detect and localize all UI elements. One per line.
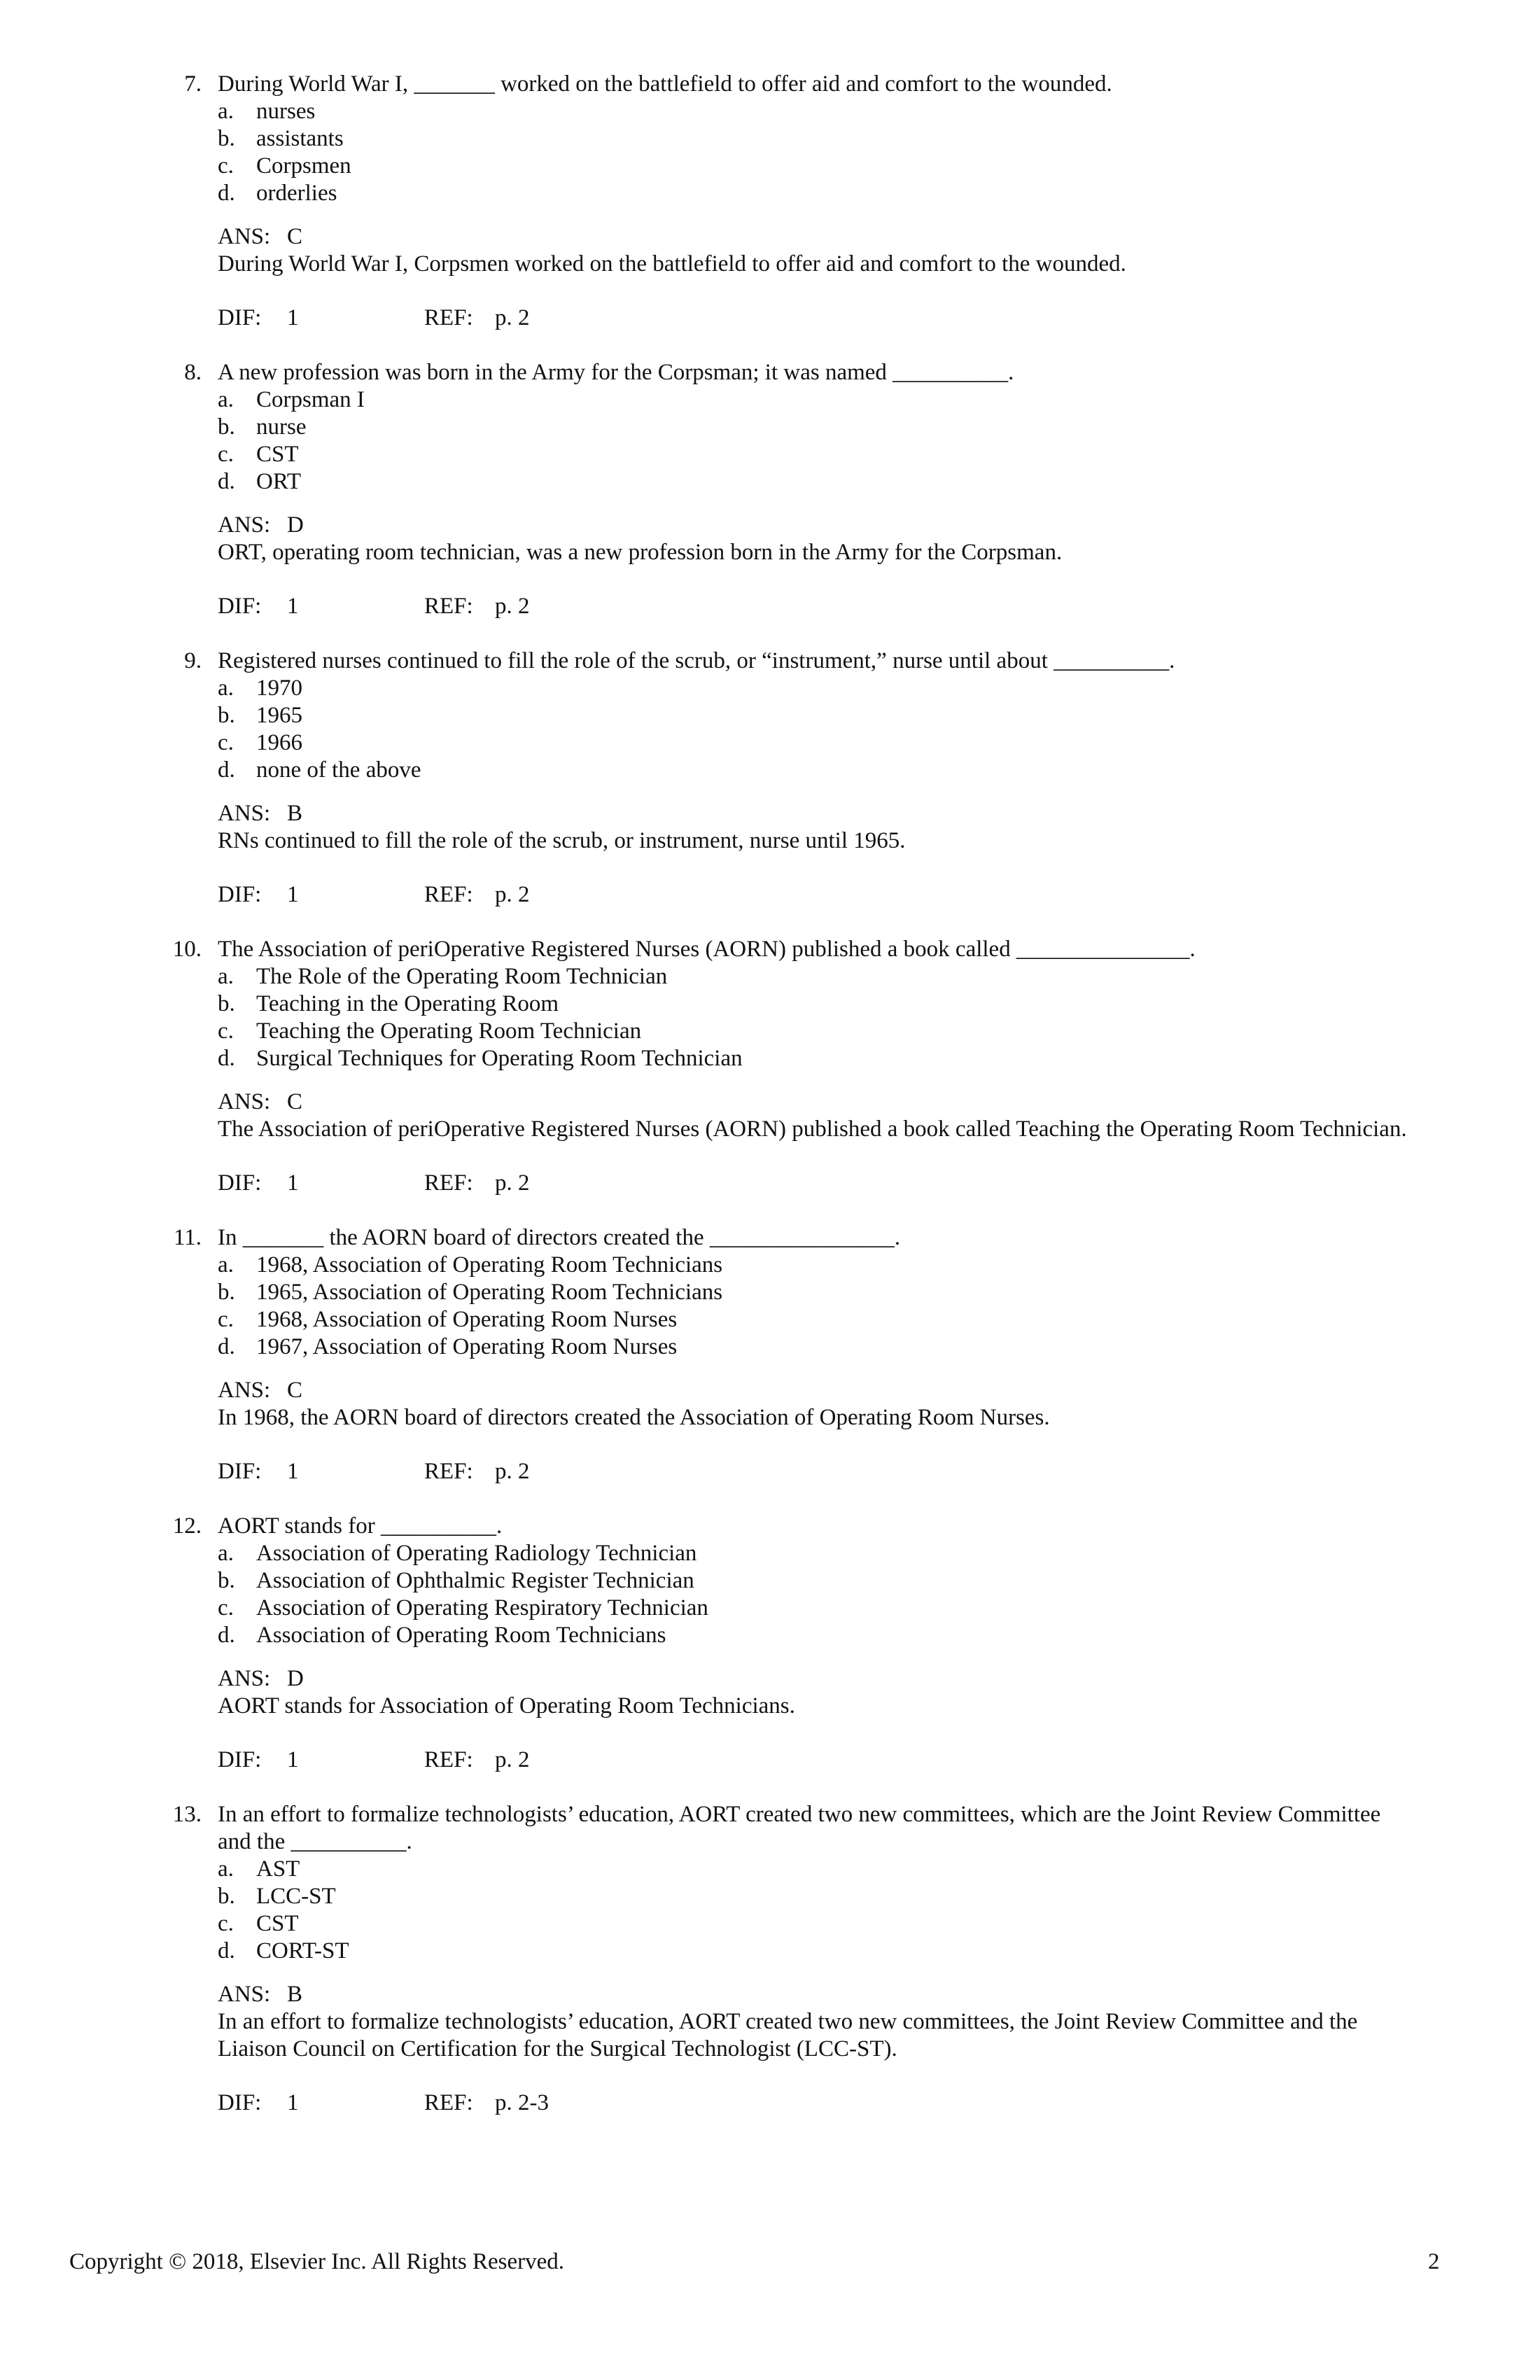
answer-value: C [287, 224, 303, 249]
option-text: orderlies [256, 181, 337, 206]
answer-option [0, 1306, 1540, 1334]
option-letter: d. [218, 181, 235, 206]
reference-label: REF: [424, 1747, 473, 1772]
answer-label: ANS: [218, 801, 271, 826]
option-text: nurses [256, 99, 316, 124]
answer-option [0, 1252, 1540, 1279]
option-text: 1965 [256, 703, 302, 728]
answer-option [0, 1334, 1540, 1361]
answer-option [0, 1938, 1540, 1965]
option-letter: a. [218, 99, 234, 124]
answer-value: D [287, 512, 304, 538]
answer-option [0, 702, 1540, 729]
question-item [0, 1801, 1540, 2117]
option-letter: a. [218, 964, 234, 989]
option-text: The Role of the Operating Room Technician [256, 964, 668, 989]
question-text: A new profession was born in the Army for the Corpsman; it was named __________. [218, 360, 1014, 385]
reference-label: REF: [424, 1170, 473, 1196]
answer-explanation [0, 2036, 1540, 2063]
difficulty-value: 1 [287, 882, 299, 907]
option-letter: b. [218, 1884, 235, 1909]
answer-option [0, 757, 1540, 784]
question-metadata [0, 1458, 1540, 1485]
question-stem-line [0, 71, 1540, 98]
answer-option [0, 729, 1540, 757]
answer-label: ANS: [218, 1089, 271, 1114]
option-text: Association of Ophthalmic Register Technician [256, 1568, 694, 1593]
answer-option [0, 1856, 1540, 1883]
answer-option [0, 1279, 1540, 1306]
answer-key [0, 223, 1540, 251]
question-text: In _______ the AORN board of directors created the ________________. [218, 1225, 901, 1250]
option-letter: a. [218, 676, 234, 701]
answer-key [0, 1981, 1540, 2008]
question-text: Registered nurses continued to fill the role of the scrub, or “instrument,” nurse until about __________. [218, 648, 1175, 673]
answer-option [0, 1567, 1540, 1595]
difficulty-label: DIF: [218, 1170, 262, 1196]
answer-value: C [287, 1378, 303, 1403]
answer-explanation [0, 251, 1540, 278]
difficulty-value: 1 [287, 1747, 299, 1772]
answer-explanation [0, 539, 1540, 566]
question-text: The Association of periOperative Registered Nurses (AORN) published a book called _______________. [218, 937, 1196, 962]
question-stem-line [0, 1828, 1540, 1856]
option-text: CST [256, 1911, 299, 1936]
question-text: AORT stands for __________. [218, 1513, 503, 1539]
question-metadata [0, 304, 1540, 332]
difficulty-label: DIF: [218, 594, 262, 619]
question-number: 11. [173, 1225, 202, 1250]
reference-value: p. 2-3 [495, 2090, 549, 2115]
option-letter: d. [218, 1938, 235, 1963]
answer-label: ANS: [218, 512, 271, 538]
question-text: and the __________. [218, 1829, 412, 1854]
option-letter: c. [218, 1307, 234, 1332]
option-text: AST [256, 1856, 300, 1882]
option-letter: c. [218, 1911, 234, 1936]
answer-option [0, 1910, 1540, 1938]
question-item [0, 359, 1540, 620]
page-footer [0, 2248, 1540, 2276]
explanation-text: In 1968, the AORN board of directors created the Association of Operating Room Nurses. [218, 1405, 1050, 1430]
option-letter: b. [218, 126, 235, 151]
option-letter: b. [218, 1568, 235, 1593]
option-letter: c. [218, 1595, 234, 1620]
option-letter: a. [218, 387, 234, 412]
answer-explanation [0, 2008, 1540, 2036]
option-text: Association of Operating Room Technicians [256, 1623, 666, 1648]
difficulty-label: DIF: [218, 2090, 262, 2115]
option-text: Corpsmen [256, 153, 351, 178]
option-letter: d. [218, 469, 235, 494]
question-stem-line [0, 359, 1540, 386]
option-text: 1965, Association of Operating Room Technicians [256, 1280, 723, 1305]
answer-option [0, 963, 1540, 990]
reference-value: p. 2 [495, 1170, 530, 1196]
answer-value: D [287, 1666, 304, 1691]
copyright-notice: Copyright © 2018, Elsevier Inc. All Rights Reserved. [69, 2249, 564, 2274]
question-metadata [0, 2090, 1540, 2117]
option-text: 1968, Association of Operating Room Technicians [256, 1252, 723, 1278]
option-letter: a. [218, 1856, 234, 1882]
option-letter: a. [218, 1541, 234, 1566]
question-stem-line [0, 1801, 1540, 1828]
question-number: 13. [172, 1802, 202, 1827]
difficulty-label: DIF: [218, 305, 262, 330]
answer-option [0, 153, 1540, 180]
answer-option [0, 1540, 1540, 1567]
option-letter: d. [218, 757, 235, 783]
question-item [0, 1513, 1540, 1774]
difficulty-value: 1 [287, 594, 299, 619]
option-letter: b. [218, 991, 235, 1016]
question-text: During World War I, _______ worked on the battlefield to offer aid and comfort to the wounded. [218, 71, 1112, 97]
option-text: 1966 [256, 730, 302, 755]
question-item [0, 1224, 1540, 1485]
question-stem-line [0, 648, 1540, 675]
option-text: CORT-ST [256, 1938, 349, 1963]
difficulty-label: DIF: [218, 1459, 262, 1484]
option-letter: d. [218, 1334, 235, 1359]
question-metadata [0, 881, 1540, 909]
difficulty-value: 1 [287, 1170, 299, 1196]
answer-option [0, 441, 1540, 468]
option-text: Corpsman I [256, 387, 365, 412]
option-letter: c. [218, 442, 234, 467]
option-letter: d. [218, 1046, 235, 1071]
option-text: Teaching the Operating Room Technician [256, 1018, 642, 1044]
question-item [0, 71, 1540, 332]
question-metadata [0, 1170, 1540, 1197]
option-text: none of the above [256, 757, 421, 783]
option-text: 1967, Association of Operating Room Nurses [256, 1334, 678, 1359]
question-stem-line [0, 936, 1540, 963]
reference-value: p. 2 [495, 594, 530, 619]
question-item [0, 648, 1540, 909]
option-text: CST [256, 442, 299, 467]
answer-option [0, 386, 1540, 414]
answer-option [0, 1595, 1540, 1622]
answer-value: C [287, 1089, 303, 1114]
option-text: 1970 [256, 676, 302, 701]
option-text: Association of Operating Radiology Technician [256, 1541, 697, 1566]
answer-explanation [0, 827, 1540, 855]
explanation-text: The Association of periOperative Registered Nurses (AORN) published a book called Teaching the Operating Room Technician. [218, 1116, 1407, 1142]
option-text: Teaching in the Operating Room [256, 991, 559, 1016]
answer-label: ANS: [218, 224, 271, 249]
answer-explanation [0, 1693, 1540, 1720]
reference-value: p. 2 [495, 882, 530, 907]
answer-option [0, 180, 1540, 207]
difficulty-value: 1 [287, 305, 299, 330]
question-text: In an effort to formalize technologists’ education, AORT created two new committees, which are the Joint Review Committee [218, 1802, 1381, 1827]
answer-key [0, 512, 1540, 539]
question-stem-line [0, 1513, 1540, 1540]
answer-option [0, 675, 1540, 702]
reference-value: p. 2 [495, 1459, 530, 1484]
answer-explanation [0, 1404, 1540, 1432]
question-metadata [0, 593, 1540, 620]
reference-label: REF: [424, 882, 473, 907]
difficulty-value: 1 [287, 1459, 299, 1484]
option-text: LCC-ST [256, 1884, 336, 1909]
option-letter: b. [218, 1280, 235, 1305]
answer-explanation [0, 1116, 1540, 1143]
answer-option [0, 990, 1540, 1018]
question-metadata [0, 1746, 1540, 1774]
answer-option [0, 125, 1540, 153]
option-text: Association of Operating Respiratory Technician [256, 1595, 708, 1620]
option-letter: a. [218, 1252, 234, 1278]
answer-option [0, 1883, 1540, 1910]
answer-value: B [287, 1982, 303, 2007]
option-letter: b. [218, 703, 235, 728]
answer-key [0, 1665, 1540, 1693]
option-letter: c. [218, 153, 234, 178]
option-text: assistants [256, 126, 344, 151]
explanation-text: ORT, operating room technician, was a new profession born in the Army for the Corpsman. [218, 540, 1063, 565]
answer-option [0, 1018, 1540, 1045]
question-item [0, 936, 1540, 1197]
question-number: 9. [184, 648, 202, 673]
option-letter: d. [218, 1623, 235, 1648]
explanation-text: RNs continued to fill the role of the scrub, or instrument, nurse until 1965. [218, 828, 906, 853]
explanation-text: Liaison Council on Certification for the Surgical Technologist (LCC-ST). [218, 2036, 897, 2062]
reference-value: p. 2 [495, 305, 530, 330]
difficulty-value: 1 [287, 2090, 299, 2115]
reference-label: REF: [424, 2090, 473, 2115]
reference-value: p. 2 [495, 1747, 530, 1772]
answer-label: ANS: [218, 1378, 271, 1403]
question-number: 7. [184, 71, 202, 97]
explanation-text: During World War I, Corpsmen worked on the battlefield to offer aid and comfort to the wounded. [218, 251, 1126, 276]
option-text: Surgical Techniques for Operating Room Technician [256, 1046, 743, 1071]
question-number: 8. [184, 360, 202, 385]
reference-label: REF: [424, 594, 473, 619]
question-number: 12. [172, 1513, 202, 1539]
answer-value: B [287, 801, 303, 826]
question-stem-line [0, 1224, 1540, 1252]
reference-label: REF: [424, 305, 473, 330]
answer-key [0, 800, 1540, 827]
question-number: 10. [172, 937, 202, 962]
explanation-text: AORT stands for Association of Operating Room Technicians. [218, 1693, 795, 1718]
answer-option [0, 98, 1540, 125]
answer-option [0, 468, 1540, 496]
option-text: nurse [256, 414, 307, 440]
option-letter: b. [218, 414, 235, 440]
explanation-text: In an effort to formalize technologists’ education, AORT created two new committees, the Joint Review Committee and the [218, 2009, 1358, 2034]
answer-label: ANS: [218, 1666, 271, 1691]
answer-option [0, 1622, 1540, 1649]
difficulty-label: DIF: [218, 1747, 262, 1772]
option-text: 1968, Association of Operating Room Nurses [256, 1307, 678, 1332]
reference-label: REF: [424, 1459, 473, 1484]
answer-label: ANS: [218, 1982, 271, 2007]
option-letter: c. [218, 730, 234, 755]
page-number: 2 [1428, 2249, 1440, 2274]
difficulty-label: DIF: [218, 882, 262, 907]
option-text: ORT [256, 469, 302, 494]
answer-option [0, 414, 1540, 441]
answer-key [0, 1377, 1540, 1404]
answer-key [0, 1088, 1540, 1116]
option-letter: c. [218, 1018, 234, 1044]
answer-option [0, 1045, 1540, 1072]
